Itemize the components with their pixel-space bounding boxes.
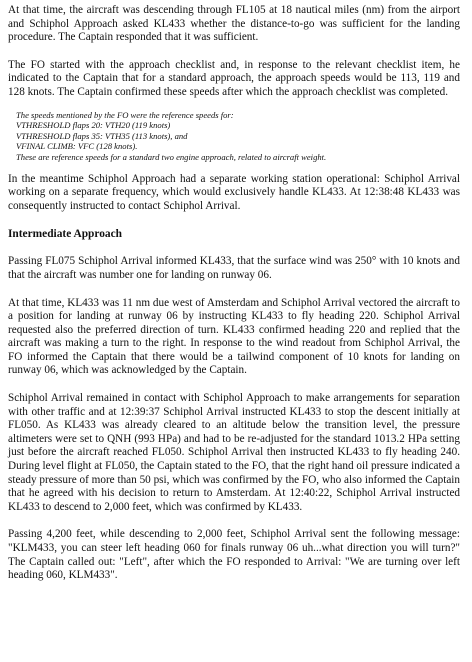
reference-speeds-note [16,110,460,163]
note-line: The speeds mentioned by the FO were the reference speeds for: [16,109,234,120]
note-line: These are reference speeds for a standard two engine approach, related to aircraft weight. [16,151,327,162]
note-line: VFINAL CLIMB: VFC (128 knots). [16,141,138,152]
note-line: VTHRESHOLD flaps 35: VTH35 (113 knots), and [16,130,188,141]
paragraph-approach-checklist: The FO started with the approach checklist and, in response to the relevant checklist item, he indicated to the Captain that for a standard approach, the approach speeds would be 113, 119 and 128 knots. The Captain confirmed these speeds after which the approach checklist was completed. [8,58,460,98]
paragraph-level-flight: Schiphol Arrival remained in contact with Schiphol Approach to make arrangements for separation with other traffic and at 12:39:37 Schiphol Arrival instructed KL433 to stop the descent initially at FL050. As KL433 was already cleared to an altitude below the transition level, the pressure altimeters were set to QNH (993 HPa) and had to be re-adjusted for the standard 1013.2 HPa setting just before the aircraft reached FL050. Schiphol Arrival then instructed KL433 to fly heading 240. During level flight at FL050, the Captain stated to the FO, that the right hand oil pressure indicated a steady pressure of more than 50 psi, which was confirmed by the FO, who also informed the Captain that he agreed with his decision to return to Amsterdam. At 12:40:22, Schiphol Arrival instructed KL433 to descend to 2,000 feet, which was confirmed by KL433. [8,392,460,513]
paragraph-turn-left: Passing 4,200 feet, while descending to 2,000 feet, Schiphol Arrival sent the following message: "KLM433, you can steer left heading 060 for finals runway 06 uh...what direction you will turn?" The Captain called out: "Left", after which the FO responded to Arrival: "We are turning over left heading 060, KLM433". [8,528,460,582]
paragraph-descent: At that time, the aircraft was descending through FL105 at 18 nautical miles (nm) from the airport and Schiphol Approach asked KL433 whether the distance-to-go was sufficient for the landing procedure. The Captain responded that it was sufficient. [8,4,460,44]
paragraph-schiphol-arrival: In the meantime Schiphol Approach had a separate working station operational: Schiphol Arrival working on a separate frequency, which would exclusively handle KL433. At 12:38:48 KL433 was consequently instructed to contact Schiphol Arrival. [8,172,460,212]
paragraph-surface-wind: Passing FL075 Schiphol Arrival informed KL433, that the surface wind was 250° with 10 knots and that the aircraft was number one for landing on runway 06. [8,255,460,281]
paragraph-vectoring: At that time, KL433 was 11 nm due west of Amsterdam and Schiphol Arrival vectored the aircraft to a position for landing at runway 06 by instructing KL433 to fly heading 220. Schiphol Arrival requested also the preferred direction of turn. KL433 confirmed heading 220 and replied that the aircraft was making a turn to the right. In response to the wind readout from Schiphol Arrival, the FO informed the Captain that there would be a tailwind component of 10 knots for landing on runway 06, which was acknowledged by the Captain. [8,296,460,377]
section-heading: Intermediate Approach [8,228,123,241]
note-line: VTHRESHOLD flaps 20: VTH20 (119 knots) [16,120,171,131]
